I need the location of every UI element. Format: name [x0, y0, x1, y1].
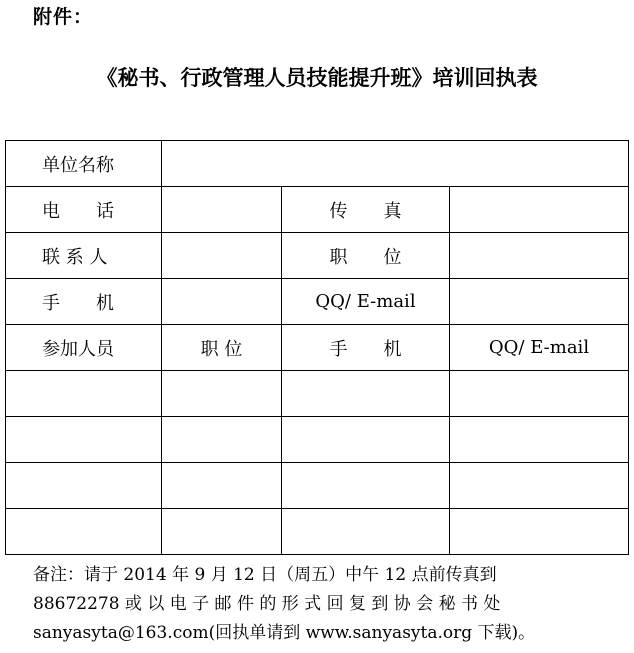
row-unit-name — [6, 141, 629, 187]
attendee-position-cell[interactable] — [162, 463, 282, 509]
contact-field[interactable] — [162, 233, 282, 279]
note-line-3: sanyasyta@163.com(回执单请到 www.sanyasyta.org 下载)。 — [33, 623, 536, 643]
fax-field[interactable] — [450, 187, 629, 233]
attendee-qq-email-header: QQ/ E-mail — [450, 325, 629, 371]
fax-label: 传 真 — [282, 187, 450, 233]
attendee-email-cell[interactable] — [450, 463, 629, 509]
row-phone-fax — [6, 187, 629, 233]
attendee-row — [6, 509, 629, 555]
attendee-mobile-cell[interactable] — [282, 417, 450, 463]
phone-field[interactable] — [162, 187, 282, 233]
attendee-position-cell[interactable] — [162, 371, 282, 417]
phone-label: 电 话 — [6, 187, 162, 233]
unit-name-label: 单位名称 — [6, 141, 162, 187]
qq-email-field[interactable] — [450, 279, 629, 325]
attachment-label: 附件： — [33, 6, 94, 28]
attendee-header: 参加人员 — [6, 325, 162, 371]
position-field[interactable] — [450, 233, 629, 279]
attendee-name-cell[interactable] — [6, 371, 162, 417]
attendee-email-cell[interactable] — [450, 417, 629, 463]
mobile-field[interactable] — [162, 279, 282, 325]
qq-email-label: QQ/ E-mail — [282, 279, 450, 325]
note-block — [33, 561, 535, 648]
attendee-position-cell[interactable] — [162, 417, 282, 463]
position-label: 职 位 — [282, 233, 450, 279]
attendee-name-cell[interactable] — [6, 509, 162, 555]
registration-form-table — [5, 140, 629, 555]
form-title: 《秘书、行政管理人员技能提升班》培训回执表 — [96, 66, 538, 90]
contact-label: 联 系 人 — [6, 233, 162, 279]
row-mobile-email — [6, 279, 629, 325]
row-contact-position — [6, 233, 629, 279]
attendee-email-cell[interactable] — [450, 509, 629, 555]
attendee-mobile-cell[interactable] — [282, 509, 450, 555]
row-attendee-header — [6, 325, 629, 371]
attendee-mobile-cell[interactable] — [282, 371, 450, 417]
attendee-email-cell[interactable] — [450, 371, 629, 417]
attendee-position-header: 职 位 — [162, 325, 282, 371]
attendee-mobile-cell[interactable] — [282, 463, 450, 509]
attendee-name-cell[interactable] — [6, 417, 162, 463]
attendee-row — [6, 463, 629, 509]
unit-name-field[interactable] — [162, 141, 629, 187]
note-line-1: 备注：请于 2014 年 9 月 12 日（周五）中午 12 点前传真到 — [33, 565, 497, 585]
attendee-row — [6, 371, 629, 417]
attendee-mobile-header: 手 机 — [282, 325, 450, 371]
attendee-row — [6, 417, 629, 463]
note-line-2: 88672278 或 以 电 子 邮 件 的 形 式 回 复 到 协 会 秘 书 处 — [33, 594, 501, 614]
mobile-label: 手 机 — [6, 279, 162, 325]
attendee-position-cell[interactable] — [162, 509, 282, 555]
attendee-name-cell[interactable] — [6, 463, 162, 509]
